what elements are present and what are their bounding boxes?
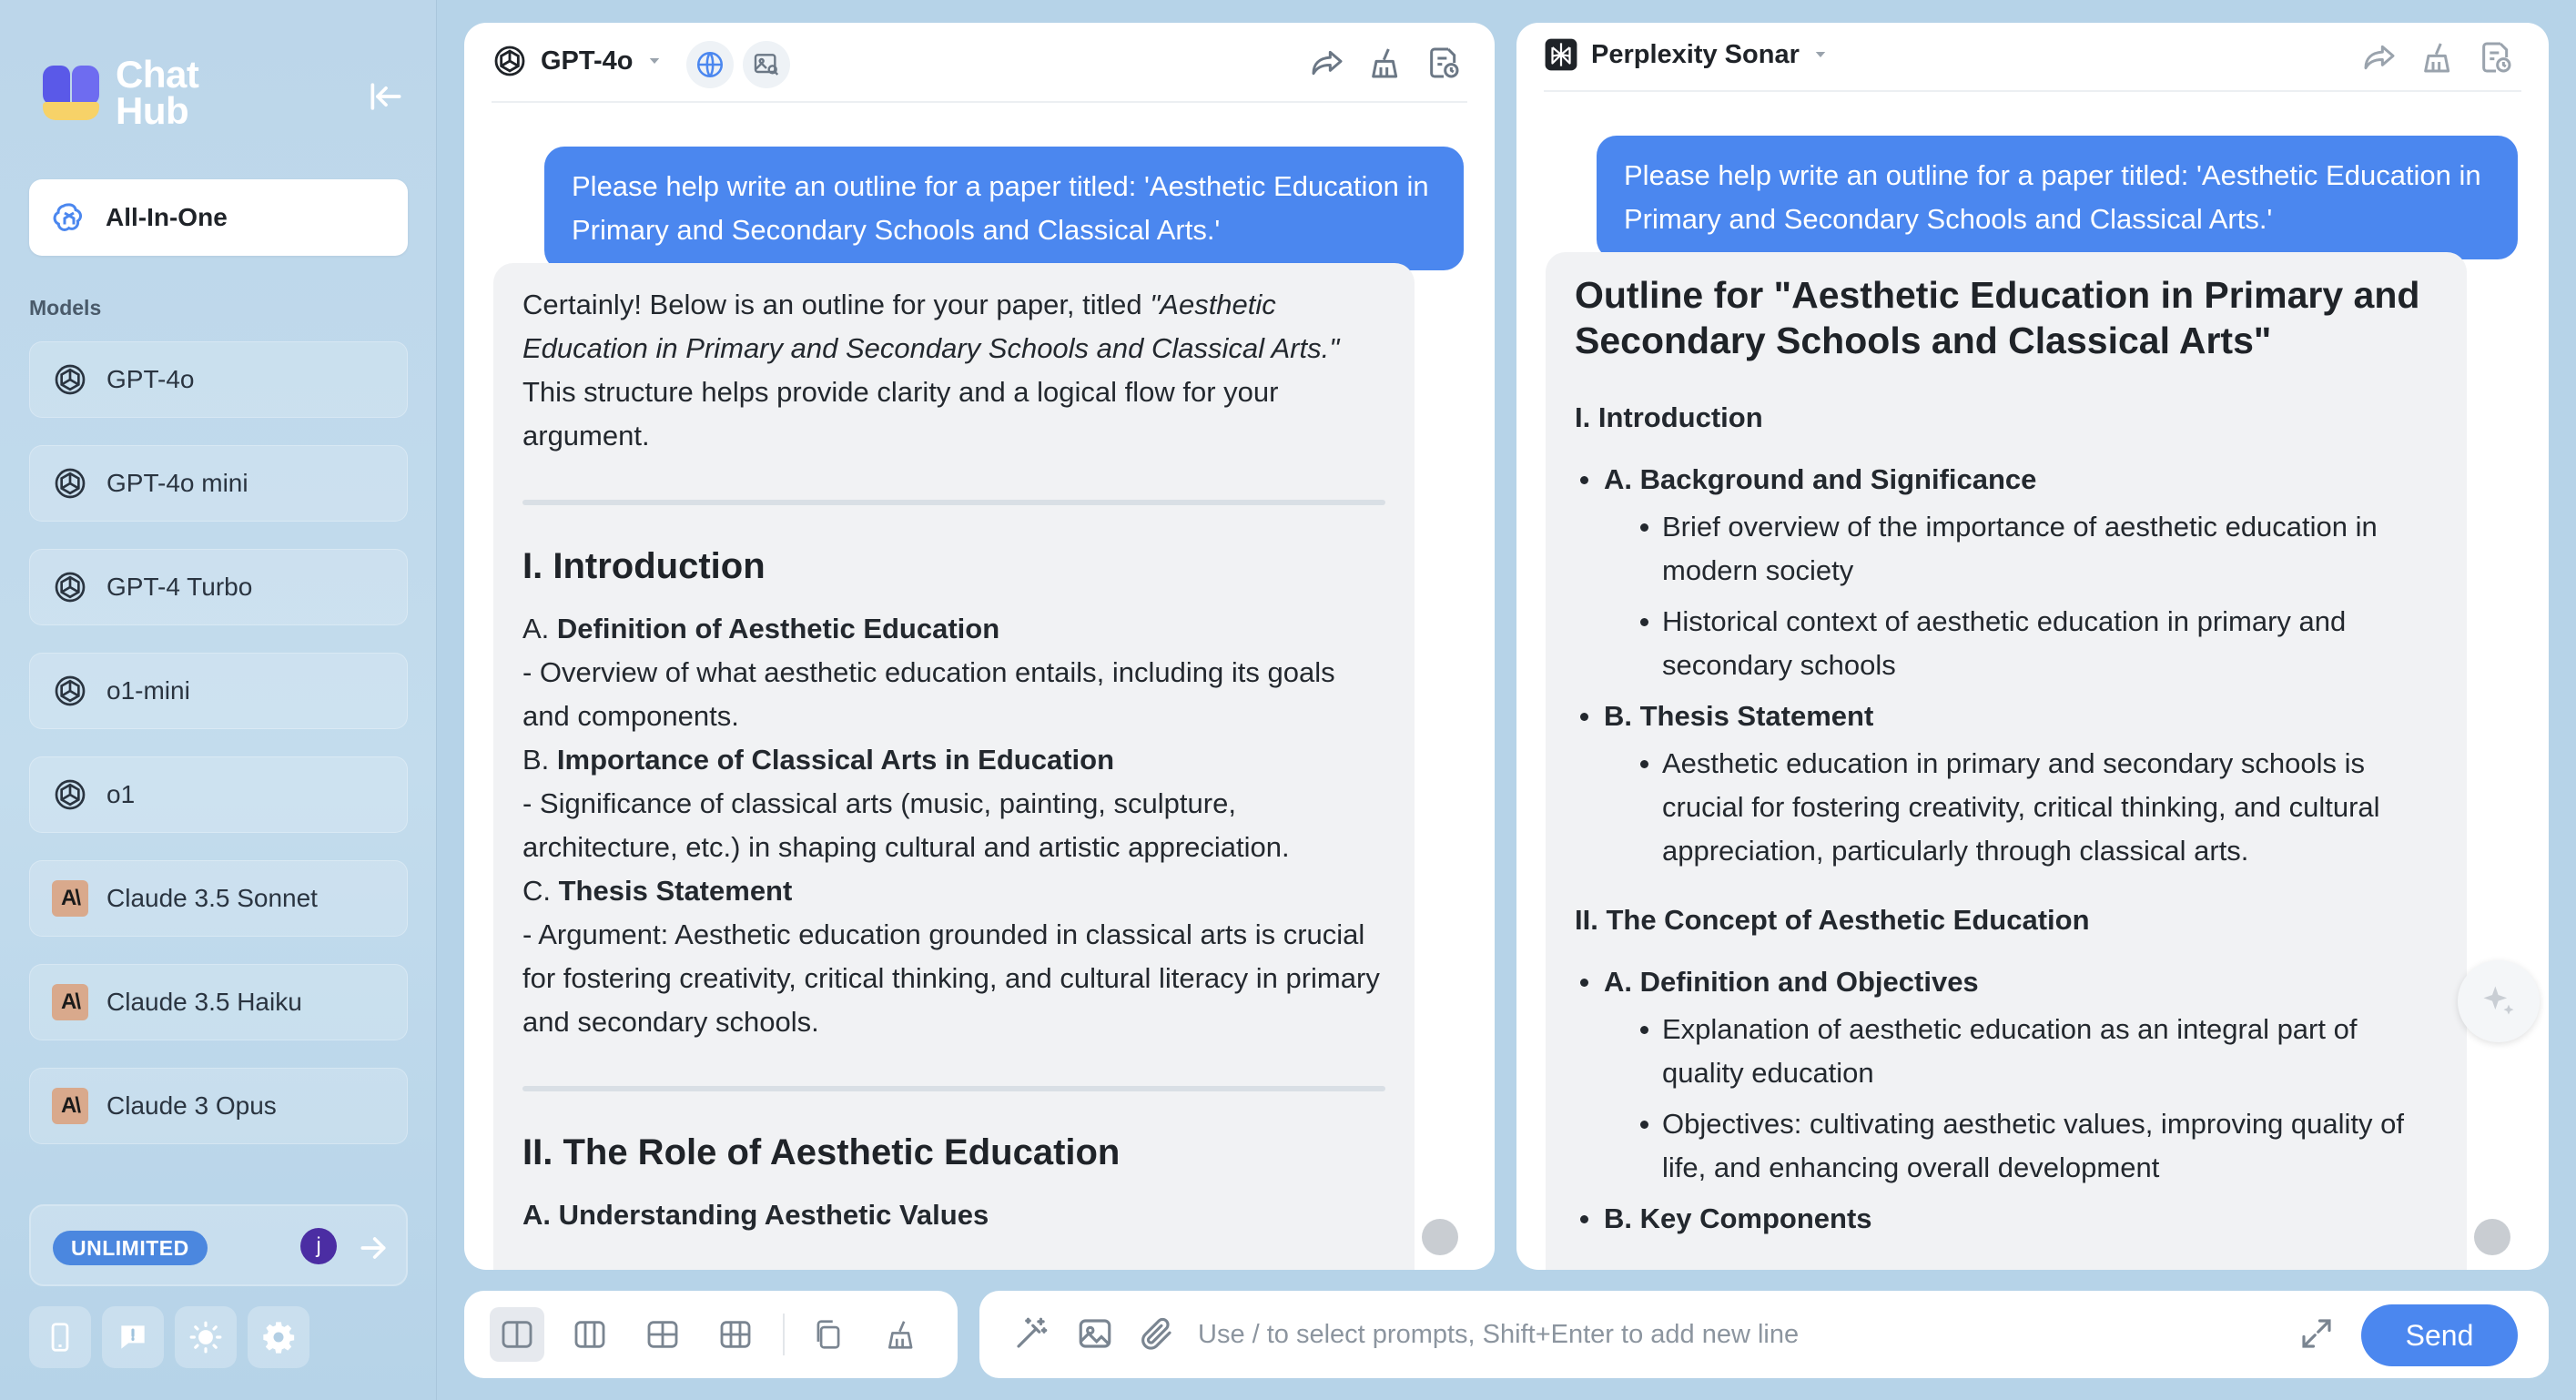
model-label: o1-mini xyxy=(106,676,190,705)
settings-button[interactable] xyxy=(248,1306,309,1368)
outline-item: A. Understanding Aesthetic Values xyxy=(522,1199,989,1231)
section-heading: I. Introduction xyxy=(522,546,766,586)
all-in-one-button[interactable] xyxy=(29,179,408,256)
copy-button[interactable] xyxy=(801,1307,856,1362)
models-section-label: Models xyxy=(29,296,102,320)
divider xyxy=(522,500,1385,505)
sidebar-item-gpt-4o[interactable] xyxy=(29,341,408,418)
chat-panel-perplexity-sonar xyxy=(1516,23,2549,1270)
list-item: A. Background and Significance Brief overview of the importance of aesthetic education in modern society Historical context of aesthetic education in primary and secondary schools xyxy=(1575,458,2438,687)
outline-list xyxy=(1575,458,2438,873)
message-composer xyxy=(979,1291,2549,1378)
globe-icon xyxy=(695,49,725,80)
model-label: GPT-4o xyxy=(106,365,195,393)
web-access-toggle[interactable] xyxy=(686,41,734,88)
sidebar-item-claude-3-5-haiku[interactable] xyxy=(29,964,408,1040)
anthropic-icon: A\ xyxy=(52,1088,88,1124)
sidebar-bottom-icons xyxy=(29,1306,320,1368)
sidebar-item-o1[interactable] xyxy=(29,756,408,833)
chat-panel-gpt-4o xyxy=(464,23,1495,1270)
gear-icon xyxy=(260,1319,297,1355)
image-search-icon xyxy=(752,50,781,79)
sidebar-item-claude-3-opus[interactable] xyxy=(29,1068,408,1144)
assistant-intro: Certainly! Below is an outline for your paper, titled "Aesthetic Education in Primary and Secondary Schools and Classical Arts." This structure helps provide clarity and a logical flow for your argument. xyxy=(522,289,1340,451)
layout-grid-6-button[interactable] xyxy=(708,1307,763,1362)
list-item: Explanation of aesthetic education as an integral part of quality education xyxy=(1604,1008,2438,1095)
model-selector[interactable] xyxy=(1544,37,1829,72)
share-icon xyxy=(2361,39,2398,76)
list-item: Aesthetic education in primary and secondary schools is crucial for fostering creativity, critical thinking, and cultural appreciation, particularly through classical arts. xyxy=(1604,742,2438,873)
user-message: Please help write an outline for a paper titled: 'Aesthetic Education in Primary and Secondary Schools and Classical Arts.' xyxy=(1597,136,2518,259)
openai-icon xyxy=(52,465,88,502)
history-button[interactable] xyxy=(2478,39,2518,79)
scroll-to-bottom-button[interactable] xyxy=(2474,1219,2510,1255)
image-icon xyxy=(1076,1314,1114,1353)
app-logo-text: Chat Hub xyxy=(116,53,199,132)
all-in-one-label: All-In-One xyxy=(106,203,228,231)
list-item: B. Thesis Statement Aesthetic education in primary and secondary schools is crucial for fostering creativity, critical thinking, and cultural appreciation, particularly through classical arts. xyxy=(1575,695,2438,873)
layout-3-col-icon xyxy=(572,1316,608,1353)
section-heading: I. Introduction xyxy=(1575,401,1763,433)
openai-icon xyxy=(492,43,528,79)
plan-badge: UNLIMITED xyxy=(53,1231,208,1265)
model-label: GPT-4o mini xyxy=(106,469,248,497)
openai-icon xyxy=(52,569,88,605)
model-name: GPT-4o xyxy=(541,46,634,76)
sidebar xyxy=(0,0,437,1400)
collapse-sidebar-icon[interactable] xyxy=(366,76,406,117)
panel-header xyxy=(1516,23,2549,92)
outline-item-desc: - Significance of classical arts (music, painting, sculpture, architecture, etc.) in shaping cultural and artistic appreciation. xyxy=(522,787,1290,863)
sidebar-item-gpt-4-turbo[interactable] xyxy=(29,549,408,625)
avatar[interactable]: j xyxy=(300,1228,337,1264)
sidebar-item-o1-mini[interactable] xyxy=(29,653,408,729)
sun-icon xyxy=(188,1320,223,1354)
model-label: o1 xyxy=(106,780,136,808)
openai-icon xyxy=(52,361,88,398)
layout-2-columns-button[interactable] xyxy=(490,1307,544,1362)
user-message: Please help write an outline for a paper titled: 'Aesthetic Education in Primary and Secondary Schools and Classical Arts.' xyxy=(544,147,1464,270)
feedback-icon xyxy=(116,1320,150,1354)
model-label: Claude 3 Opus xyxy=(106,1091,277,1120)
toolbar-divider xyxy=(783,1314,785,1355)
sidebar-item-gpt-4o-mini[interactable] xyxy=(29,445,408,522)
chevron-down-icon xyxy=(646,53,663,69)
attach-file-button[interactable] xyxy=(1138,1314,1178,1354)
anthropic-icon: A\ xyxy=(52,880,88,917)
list-item: Historical context of aesthetic education in primary and secondary schools xyxy=(1604,600,2438,687)
sparkle-icon xyxy=(2479,981,2519,1021)
sidebar-item-claude-3-5-sonnet[interactable] xyxy=(29,860,408,937)
expand-input-button[interactable] xyxy=(2297,1314,2338,1354)
copy-icon xyxy=(811,1317,846,1352)
model-label: Claude 3.5 Sonnet xyxy=(106,884,318,912)
message-list xyxy=(464,103,1495,1270)
magic-wand-icon xyxy=(1012,1314,1050,1353)
outline-item-desc: - Overview of what aesthetic education entails, including its goals and components. xyxy=(522,656,1335,732)
phone-icon xyxy=(43,1320,77,1354)
feedback-button[interactable] xyxy=(102,1306,164,1368)
model-label: Claude 3.5 Haiku xyxy=(106,988,302,1016)
layout-toolbar xyxy=(464,1291,958,1378)
divider xyxy=(522,1086,1385,1091)
app-logo[interactable] xyxy=(41,53,199,132)
arrow-right-icon[interactable] xyxy=(355,1230,391,1266)
panel-header xyxy=(464,23,1495,103)
assistant-message xyxy=(1546,252,2467,1270)
list-item: Brief overview of the importance of aesthetic education in modern society xyxy=(1604,505,2438,593)
layout-grid-4-button[interactable] xyxy=(635,1307,690,1362)
model-name: Perplexity Sonar xyxy=(1591,39,1800,69)
ai-assist-button[interactable] xyxy=(2458,960,2540,1042)
openai-icon xyxy=(52,776,88,813)
layout-grid-6-icon xyxy=(717,1316,754,1353)
chevron-down-icon xyxy=(1812,46,1829,63)
chathub-logo-icon xyxy=(41,58,106,127)
clear-all-button[interactable] xyxy=(874,1307,928,1362)
broom-icon xyxy=(2419,39,2456,76)
model-selector[interactable] xyxy=(492,43,663,79)
share-button[interactable] xyxy=(1309,45,1349,85)
layout-grid-4-icon xyxy=(644,1316,681,1353)
clear-conversation-button[interactable] xyxy=(2419,39,2459,79)
plan-box[interactable] xyxy=(29,1204,408,1286)
section-heading: II. The Concept of Aesthetic Education xyxy=(1575,904,2090,936)
list-item: A. Definition and Objectives Explanation of aesthetic education as an integral part of quality education Objectives: cultivating aesthetic values, improving quality of life, and enhancing overall development xyxy=(1575,960,2438,1190)
message-list xyxy=(1516,92,2549,1270)
list-item: B. Key Components xyxy=(1575,1197,2438,1241)
anthropic-icon: A\ xyxy=(52,984,88,1020)
perplexity-icon xyxy=(1544,37,1578,72)
attach-image-button[interactable] xyxy=(1076,1314,1116,1354)
history-button[interactable] xyxy=(1425,45,1465,85)
image-input-toggle[interactable] xyxy=(743,41,790,88)
clear-conversation-button[interactable] xyxy=(1367,45,1407,85)
openai-icon xyxy=(52,673,88,709)
outline-item: A. Definition of Aesthetic Education xyxy=(522,613,1000,644)
list-item: Objectives: cultivating aesthetic values, improving quality of life, and enhancing overall development xyxy=(1604,1102,2438,1190)
section-heading: II. The Role of Aesthetic Education xyxy=(522,1132,1121,1172)
theme-toggle-button[interactable] xyxy=(175,1306,237,1368)
all-in-one-icon xyxy=(51,199,87,236)
paperclip-icon xyxy=(1138,1314,1176,1353)
model-label: GPT-4 Turbo xyxy=(106,573,253,601)
prompt-library-button[interactable] xyxy=(1012,1314,1052,1354)
assistant-message xyxy=(493,263,1415,1270)
outline-item: B. Importance of Classical Arts in Education xyxy=(522,744,1115,776)
layout-2-col-icon xyxy=(499,1316,535,1353)
broom-icon xyxy=(1367,45,1404,81)
history-doc-icon xyxy=(1425,45,1462,81)
share-icon xyxy=(1309,45,1345,81)
model-list xyxy=(29,341,408,1172)
outline-list xyxy=(1575,960,2438,1241)
send-button[interactable]: Send xyxy=(2361,1304,2518,1366)
outline-item: C. Thesis Statement xyxy=(522,875,793,907)
outline-item-desc: - Argument: Aesthetic education grounded in classical arts is crucial for fostering creativity, critical thinking, and cultural literacy in primary and secondary schools. xyxy=(522,918,1380,1038)
mobile-app-button[interactable] xyxy=(29,1306,91,1368)
response-title: Outline for "Aesthetic Education in Primary and Secondary Schools and Classical Arts" xyxy=(1575,274,2420,361)
layout-3-columns-button[interactable] xyxy=(563,1307,617,1362)
scroll-to-bottom-button[interactable] xyxy=(1422,1219,1458,1255)
share-button[interactable] xyxy=(2361,39,2401,79)
broom-icon xyxy=(884,1317,918,1352)
history-doc-icon xyxy=(2478,39,2514,76)
expand-icon xyxy=(2297,1314,2336,1353)
prompt-input[interactable] xyxy=(1198,1313,2308,1356)
